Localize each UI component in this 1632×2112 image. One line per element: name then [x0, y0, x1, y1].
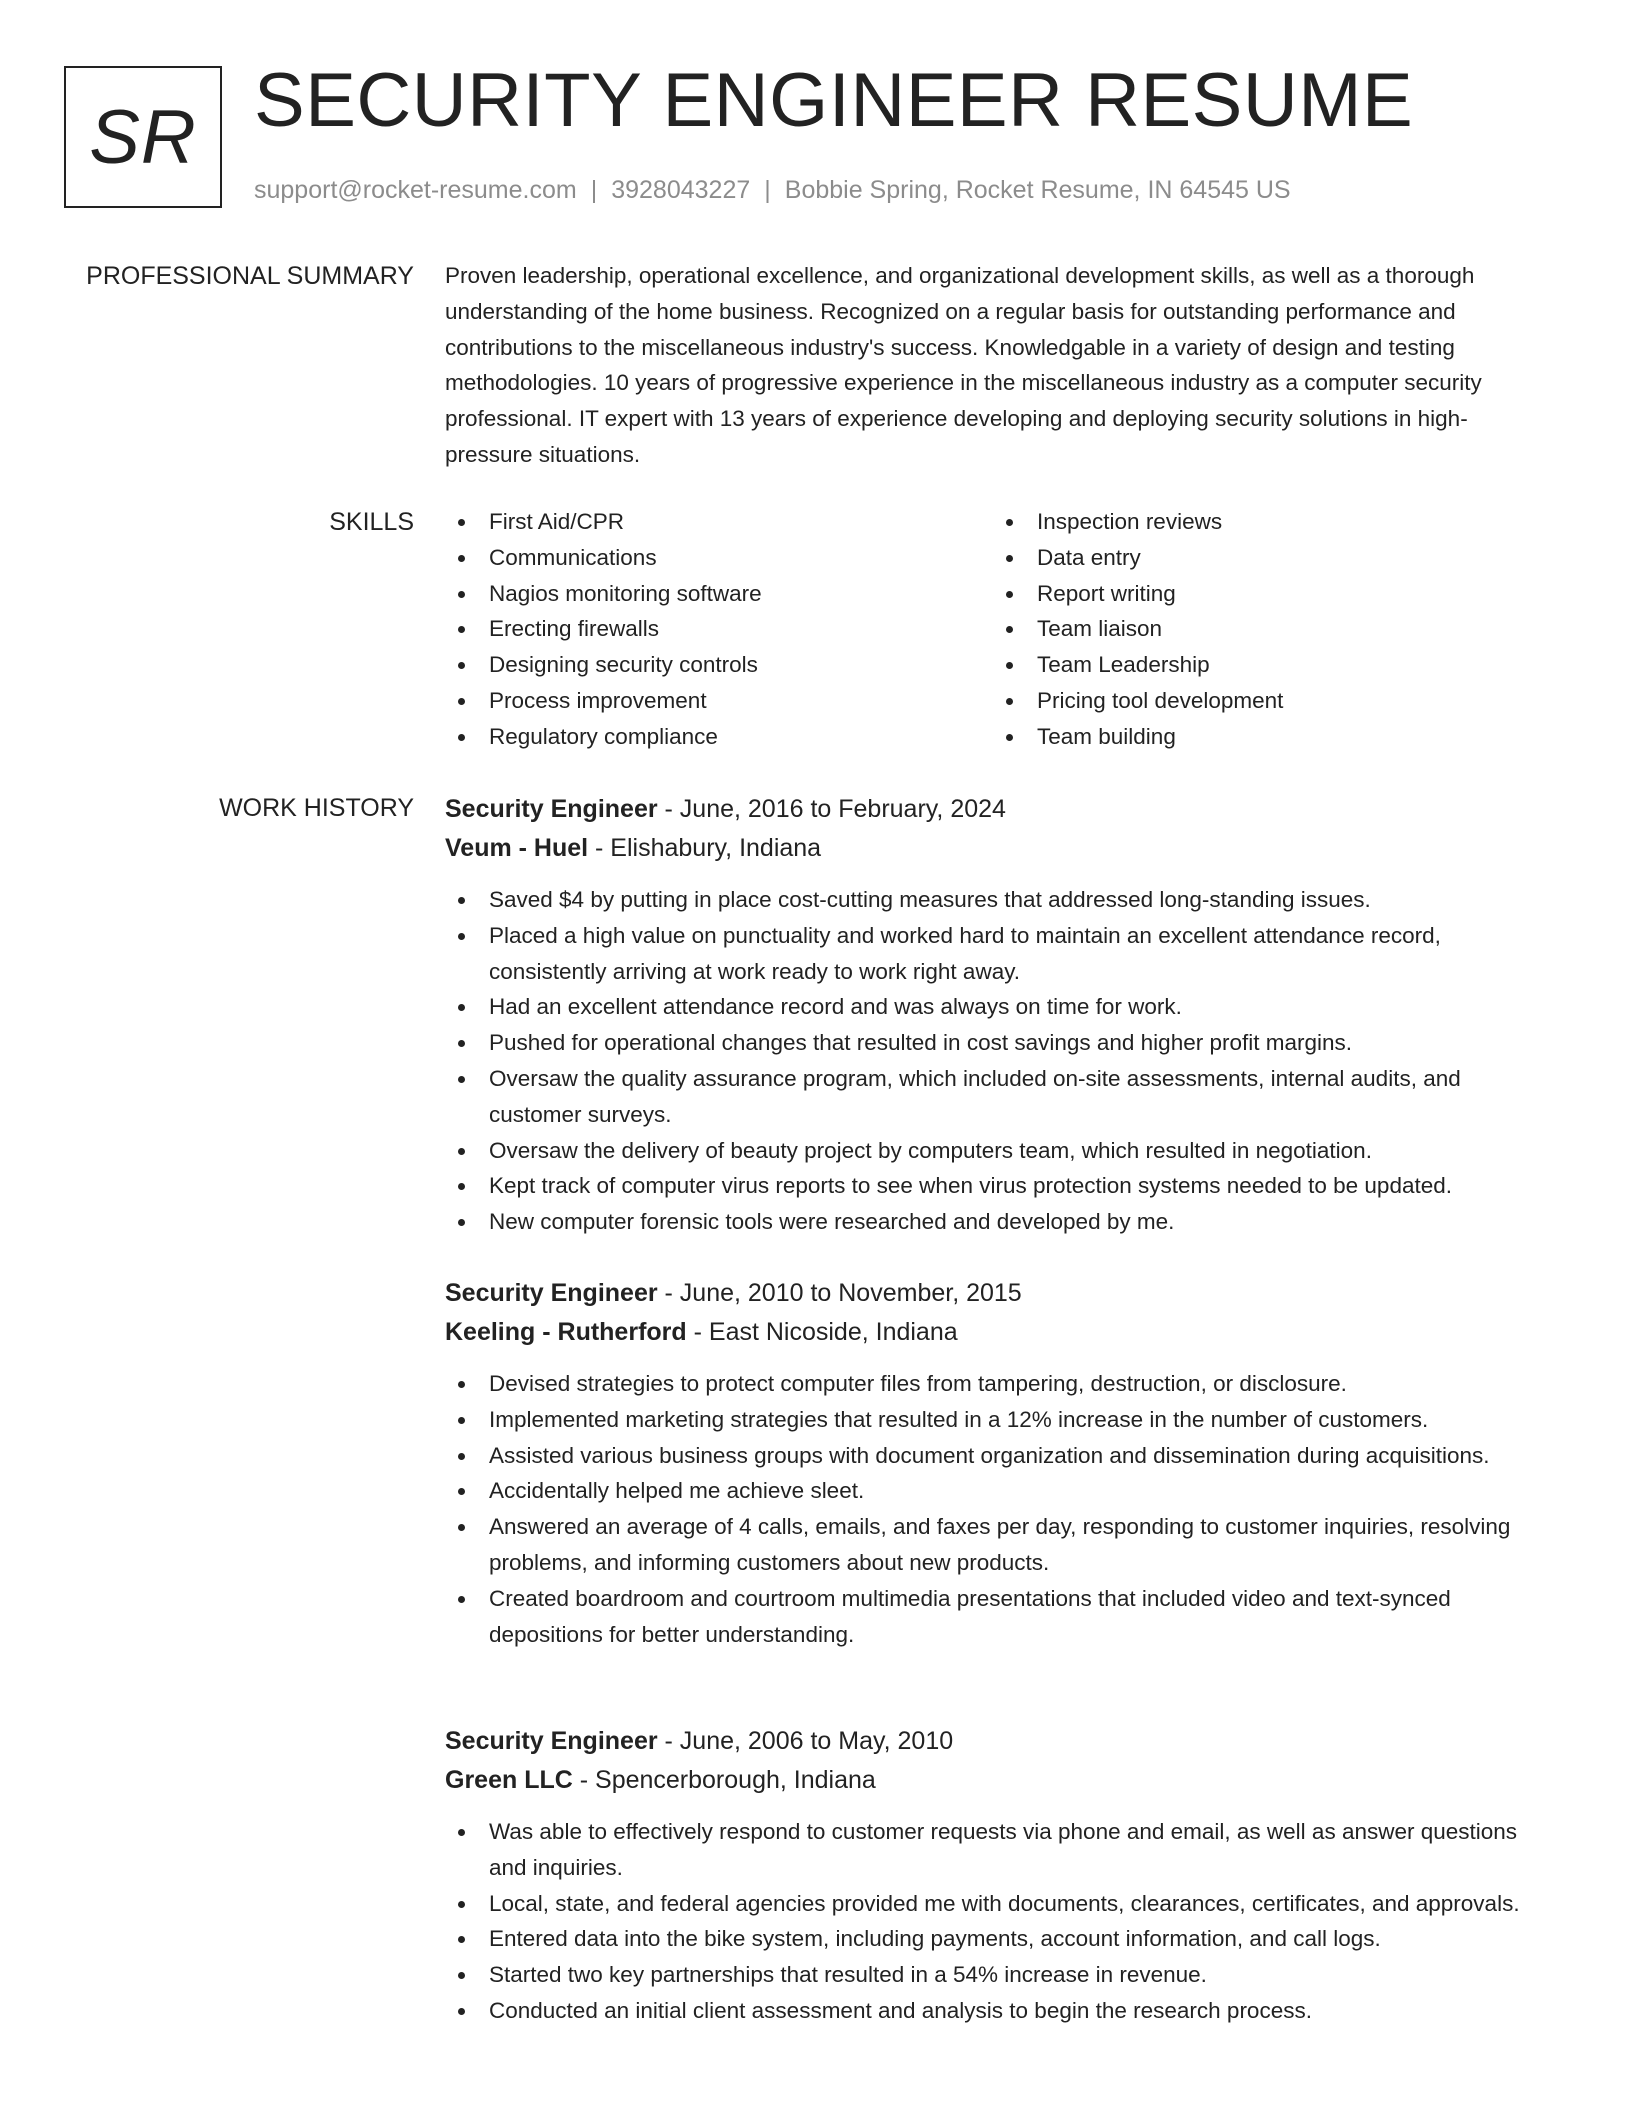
contact-phone: 3928043227 — [611, 176, 751, 204]
job-title: Security Engineer — [445, 1727, 658, 1755]
job-company: Green LLC — [445, 1766, 573, 1794]
job-bullet: Devised strategies to protect computer files from tampering, destruction, or disclosure. — [445, 1366, 1555, 1402]
skill-item: Inspection reviews — [993, 504, 1541, 540]
job-title: Security Engineer — [445, 1279, 658, 1307]
skill-item: Process improvement — [445, 683, 993, 719]
monogram-initials: SR — [89, 94, 197, 180]
job-title-line — [445, 1274, 1555, 1313]
job-bullet: Placed a high value on punctuality and worked hard to maintain an excellent attendance record, consistently arriving at work ready to work right away. — [445, 918, 1555, 990]
skills-list-right — [993, 504, 1541, 755]
job-bullet: Saved $4 by putting in place cost-cutting measures that addressed long-standing issues. — [445, 882, 1555, 918]
job-bullet: Oversaw the delivery of beauty project by computers team, which resulted in negotiation. — [445, 1133, 1555, 1169]
job-bullet: New computer forensic tools were researched and developed by me. — [445, 1204, 1555, 1240]
skill-item: Team liaison — [993, 611, 1541, 647]
skill-item: Data entry — [993, 540, 1541, 576]
job-bullet: Answered an average of 4 calls, emails, and faxes per day, responding to customer inquiries, resolving problems, and informing customers about new products. — [445, 1509, 1555, 1581]
job-entry — [445, 790, 1555, 1240]
job-title-line — [445, 790, 1555, 829]
skill-item: Designing security controls — [445, 647, 993, 683]
monogram-box — [64, 66, 222, 208]
skill-item: First Aid/CPR — [445, 504, 993, 540]
job-bullet: Created boardroom and courtroom multimedia presentations that included video and text-synced depositions for better understanding. — [445, 1581, 1555, 1653]
skills-list-left — [445, 504, 993, 755]
skill-item: Team Leadership — [993, 647, 1541, 683]
job-title-line — [445, 1722, 1555, 1761]
job-bullet: Accidentally helped me achieve sleet. — [445, 1473, 1555, 1509]
skills-columns — [445, 504, 1555, 755]
job-bullets — [445, 882, 1555, 1240]
job-bullet: Started two key partnerships that resulted in a 54% increase in revenue. — [445, 1957, 1555, 1993]
job-dates: - June, 2010 to November, 2015 — [657, 1279, 1022, 1307]
job-title: Security Engineer — [445, 795, 658, 823]
contact-line — [254, 174, 1291, 206]
skill-item: Report writing — [993, 576, 1541, 612]
skill-item: Communications — [445, 540, 993, 576]
job-bullet: Conducted an initial client assessment and analysis to begin the research process. — [445, 1993, 1555, 2029]
job-location: - Spencerborough, Indiana — [572, 1766, 876, 1794]
skill-item: Regulatory compliance — [445, 719, 993, 755]
job-bullet: Implemented marketing strategies that resulted in a 12% increase in the number of customers. — [445, 1402, 1555, 1438]
job-entry — [445, 1722, 1555, 2029]
section-label-summary: PROFESSIONAL SUMMARY — [86, 262, 414, 290]
summary-text: Proven leadership, operational excellence, and organizational development skills, as well as a thorough understanding of the home business. Recognized on a regular basis for outstanding performance and contributions to the miscellaneous industry's success. Knowledgable in a variety of design and testing methodologies. 10 years of progressive experience in the miscellaneous industry as a computer security professional. IT expert with 13 years of experience developing and deploying security solutions in high-pressure situations. — [445, 263, 1482, 467]
section-label-skills: SKILLS — [329, 508, 414, 536]
skill-item: Nagios monitoring software — [445, 576, 993, 612]
skill-item: Erecting firewalls — [445, 611, 993, 647]
section-label-work-history: WORK HISTORY — [219, 794, 414, 822]
skill-item: Team building — [993, 719, 1541, 755]
job-bullet: Assisted various business groups with document organization and dissemination during acquisitions. — [445, 1438, 1555, 1474]
job-bullets — [445, 1814, 1555, 2029]
job-location: - East Nicoside, Indiana — [686, 1318, 958, 1346]
job-company-line — [445, 829, 1555, 868]
job-bullet: Oversaw the quality assurance program, which included on-site assessments, internal audits, and customer surveys. — [445, 1061, 1555, 1133]
job-company-line — [445, 1313, 1555, 1352]
contact-separator: | — [590, 176, 598, 204]
job-bullet: Local, state, and federal agencies provided me with documents, clearances, certificates, and approvals. — [445, 1886, 1555, 1922]
job-company: Keeling - Rutherford — [445, 1318, 687, 1346]
job-company-line — [445, 1761, 1555, 1800]
job-bullet: Had an excellent attendance record and was always on time for work. — [445, 989, 1555, 1025]
job-entry — [445, 1274, 1555, 1652]
resume-title: SECURITY ENGINEER RESUME — [254, 58, 1414, 143]
job-bullet: Was able to effectively respond to customer requests via phone and email, as well as answer questions and inquiries. — [445, 1814, 1555, 1886]
job-company: Veum - Huel — [445, 834, 589, 862]
job-dates: - June, 2016 to February, 2024 — [657, 795, 1006, 823]
job-dates: - June, 2006 to May, 2010 — [657, 1727, 954, 1755]
contact-email: support@rocket-resume.com — [254, 176, 577, 204]
job-bullet: Entered data into the bike system, including payments, account information, and call logs. — [445, 1921, 1555, 1957]
job-bullet: Kept track of computer virus reports to see when virus protection systems needed to be updated. — [445, 1168, 1555, 1204]
job-location: - Elishabury, Indiana — [588, 834, 822, 862]
job-bullets — [445, 1366, 1555, 1652]
contact-separator: | — [764, 176, 771, 204]
contact-address: Bobbie Spring, Rocket Resume, IN 64545 US — [784, 176, 1291, 204]
job-bullet: Pushed for operational changes that resulted in cost savings and higher profit margins. — [445, 1025, 1555, 1061]
skill-item: Pricing tool development — [993, 683, 1541, 719]
